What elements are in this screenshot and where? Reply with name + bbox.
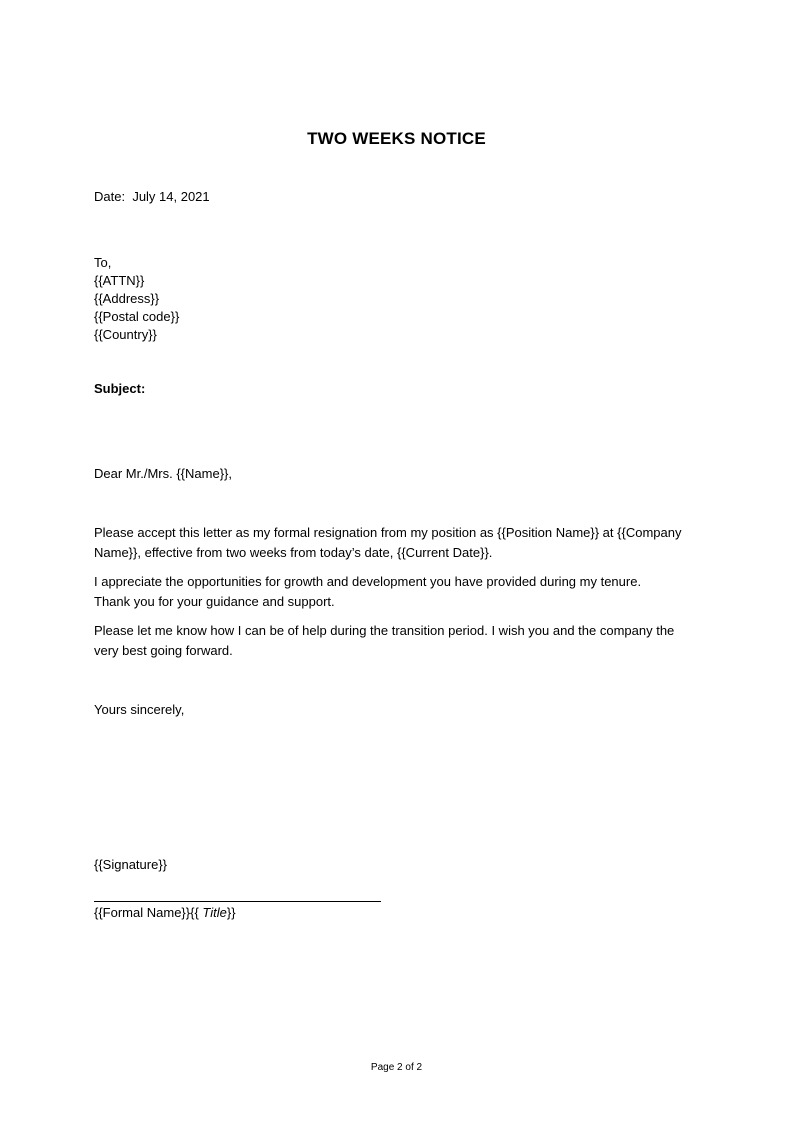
- body-paragraph-3: [94, 621, 709, 661]
- recipient-country: {{Country}}: [94, 327, 157, 342]
- signature-placeholder: {{Signature}}: [94, 857, 168, 872]
- recipient-attn: {{ATTN}}: [94, 273, 145, 288]
- recipient-to: To,: [94, 255, 112, 270]
- salutation: Dear Mr./Mrs. {{Name}},: [94, 466, 232, 481]
- signature-line: [94, 901, 381, 902]
- document-title: TWO WEEKS NOTICE: [307, 129, 486, 148]
- page-number: Page 2 of 2: [370, 1062, 423, 1073]
- body-paragraph-1: [94, 523, 709, 563]
- body-paragraph-2-line-2: Thank you for your guidance and support.: [94, 594, 335, 609]
- date-label: Date:: [94, 189, 126, 204]
- body-paragraph-1-line-2: Name}}, effective from two weeks from today’s date, {{Current Date}}.: [94, 545, 493, 560]
- title-prefix: {{: [190, 905, 203, 920]
- date-line: [94, 188, 210, 206]
- title-placeholder: Title: [202, 905, 227, 920]
- recipient-postal-code: {{Postal code}}: [94, 309, 180, 324]
- subject-label: Subject:: [94, 381, 146, 396]
- date-value: July 14, 2021: [132, 189, 210, 204]
- body-paragraph-3-line-1: Please let me know how I can be of help during the transition period. I wish you and the company the: [94, 623, 675, 638]
- recipient-address: {{Address}}: [94, 291, 160, 306]
- title-suffix: }}: [226, 905, 236, 920]
- body-paragraph-1-line-1: Please accept this letter as my formal resignation from my position as {{Position Name}} at {{Company: [94, 525, 682, 540]
- closing: Yours sincerely,: [94, 702, 185, 717]
- body-paragraph-3-line-2: very best going forward.: [94, 643, 233, 658]
- formal-name: {{Formal Name}}: [94, 905, 191, 920]
- body-paragraph-2: [94, 572, 709, 612]
- formal-name-title-line: [94, 904, 236, 922]
- body-paragraph-2-line-1: I appreciate the opportunities for growth and development you have provided during my tenure.: [94, 574, 642, 589]
